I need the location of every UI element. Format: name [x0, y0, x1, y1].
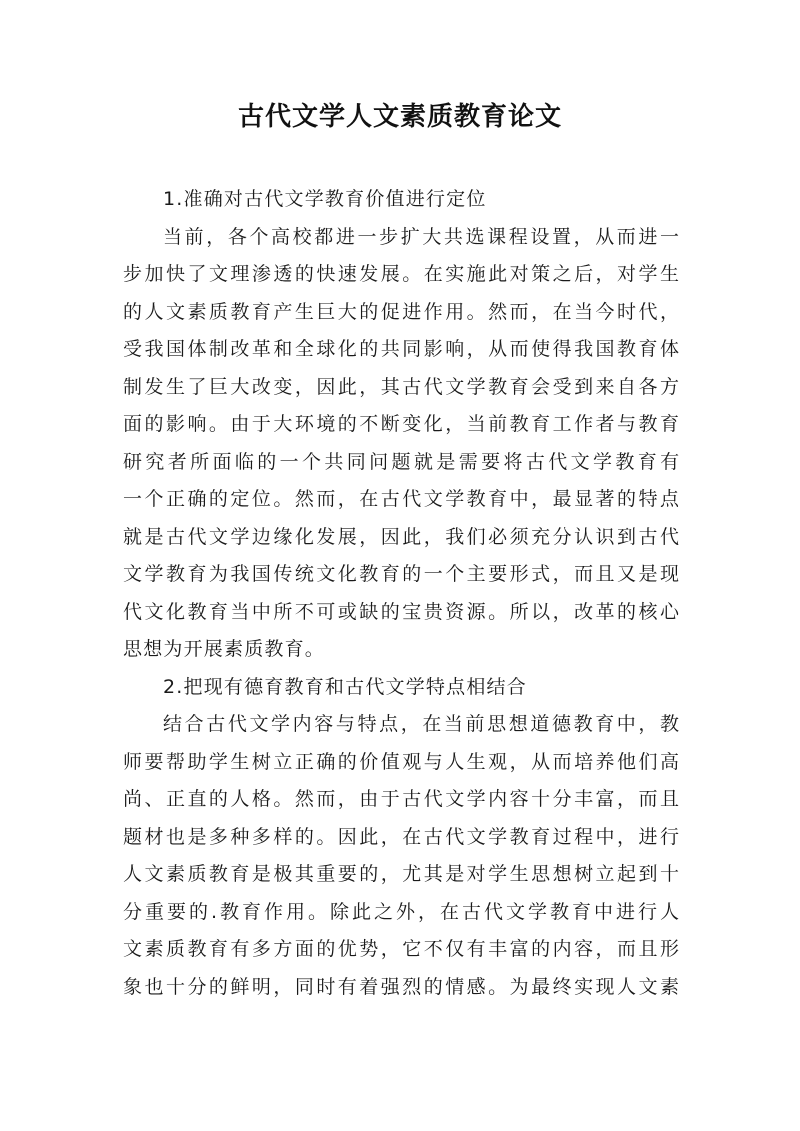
- section-heading: 2.把现有德育教育和古代文学特点相结合: [163, 675, 527, 698]
- paragraph-line: 当前，各个高校都进一步扩大共选课程设置，从而进一: [163, 225, 682, 248]
- paragraph-line: 步加快了文理渗透的快速发展。在实施此对策之后，对学生: [123, 263, 682, 285]
- paragraph-line: 的人文素质教育产生巨大的促进作用。然而，在当今时代，: [123, 300, 682, 323]
- document-title: 古代文学人文素质教育论文: [237, 102, 562, 132]
- paragraph-line: 分重要的.教育作用。除此之外，在古代文学教育中进行人: [123, 900, 683, 923]
- paragraph-line: 思想为开展素质教育。: [123, 638, 326, 660]
- paragraph-line: 师要帮助学生树立正确的价值观与人生观，从而培养他们高: [123, 750, 682, 773]
- paragraph-line: 人文素质教育是极其重要的，尤其是对学生思想树立起到十: [123, 863, 682, 885]
- paragraph-line: 结合古代文学内容与特点，在当前思想道德教育中，教: [163, 713, 682, 735]
- paragraph-line: 研究者所面临的一个共同问题就是需要将古代文学教育有: [123, 450, 683, 473]
- paragraph-line: 代文化教育当中所不可或缺的宝贵资源。所以，改革的核心: [123, 600, 682, 623]
- paragraph-line: 象也十分的鲜明，同时有着强烈的情感。为最终实现人文素: [123, 975, 682, 998]
- paragraph-line: 文学教育为我国传统文化教育的一个主要形式，而且又是现: [123, 563, 682, 585]
- document-body: [123, 181, 683, 1006]
- paragraph-line: 受我国体制改革和全球化的共同影响，从而使得我国教育体: [123, 338, 682, 360]
- section-heading: 1.准确对古代文学教育价值进行定位: [163, 188, 487, 210]
- paragraph-line: 制发生了巨大改变，因此，其古代文学教育会受到来自各方: [123, 375, 682, 398]
- paragraph-line: 文素质教育有多方面的优势，它不仅有丰富的内容，而且形: [123, 938, 682, 960]
- paragraph-line: 面的影响。由于大环境的不断变化，当前教育工作者与教育: [123, 413, 682, 435]
- paragraph-line: 尚、正直的人格。然而，由于古代文学内容十分丰富，而且: [123, 788, 682, 810]
- paragraph-line: 一个正确的定位。然而，在古代文学教育中，最显著的特点: [123, 488, 682, 510]
- paragraph-line: 题材也是多种多样的。因此，在古代文学教育过程中，进行: [123, 825, 682, 848]
- paragraph-line: 就是古代文学边缘化发展，因此，我们必须充分认识到古代: [123, 525, 682, 548]
